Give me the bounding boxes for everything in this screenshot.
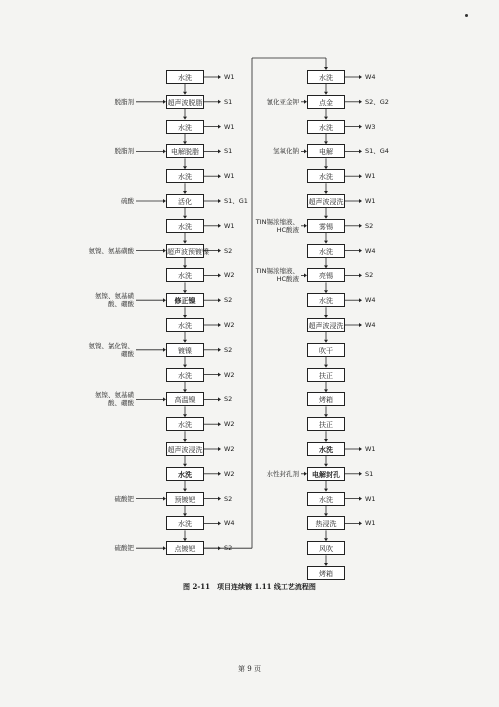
process-step: 修正镍 (166, 293, 204, 307)
process-step: 点镀钯 (166, 541, 204, 555)
reagent-label: 氰化亚金钾 (266, 97, 299, 106)
process-step: 超声波浸洗 (166, 442, 204, 456)
output-arrow (218, 497, 221, 501)
output-label: S2 (224, 544, 233, 553)
scan-speck (465, 14, 468, 17)
output-arrow (359, 497, 362, 501)
output-label: W2 (224, 370, 235, 379)
process-step: 水洗 (166, 70, 204, 84)
output-arrow (359, 75, 362, 79)
process-step: 水洗 (166, 268, 204, 282)
reagent-label: 氨镍、氯化镍、硼酸 (88, 341, 134, 358)
output-arrow (359, 125, 362, 129)
process-step: 点金 (307, 95, 345, 109)
process-step: 热浸洗 (307, 516, 345, 530)
output-arrow (218, 249, 221, 253)
figure-caption: 图 2-11 项目连续镀 1.11 线工艺流程图 (183, 582, 316, 591)
process-step: 扶正 (307, 417, 345, 431)
process-step: 水洗 (307, 169, 345, 183)
output-label: W4 (365, 296, 376, 305)
output-label: S2 (365, 221, 374, 230)
process-step: 水洗 (307, 442, 345, 456)
output-arrow (359, 472, 362, 476)
output-label: S2 (365, 271, 374, 280)
output-label: W3 (365, 122, 376, 131)
process-step: 电解脱脂 (166, 144, 204, 158)
process-step: 超声波预镀镍 (166, 244, 204, 258)
output-label: W4 (365, 321, 376, 329)
output-arrow (218, 149, 221, 153)
output-arrow (359, 521, 362, 525)
output-label: S2 (224, 345, 233, 354)
reagent-label: 氨镍、氨基磺酸、硼酸 (95, 391, 134, 408)
process-step: 亮锡 (307, 268, 345, 282)
output-arrow (218, 174, 221, 178)
output-arrow (218, 125, 221, 129)
process-step: 水洗 (307, 244, 345, 258)
reagent-label: 脱脂剂 (114, 97, 134, 106)
process-step: 水洗 (307, 70, 345, 84)
output-label: S1、G1 (224, 197, 248, 205)
output-arrow (218, 472, 221, 476)
reagent-label: TIN锡浓缩液、HC酸液 (255, 267, 299, 284)
reagent-label: 硫酸 (121, 197, 134, 205)
process-step: 雾锡 (307, 219, 345, 233)
output-arrow (218, 298, 221, 302)
output-label: W1 (365, 494, 376, 503)
output-label: W2 (224, 445, 235, 453)
output-label: S1、G4 (365, 147, 389, 156)
output-label: W2 (224, 420, 235, 429)
process-step: 水洗 (166, 318, 204, 332)
reagent-label: 硫酸钯 (114, 544, 134, 553)
process-step: 水洗 (166, 368, 204, 382)
reagent-label: 脱脂剂 (114, 147, 134, 156)
output-arrow (359, 224, 362, 228)
output-label: S2 (224, 296, 233, 305)
process-step: 高温镍 (166, 392, 204, 406)
output-label: W1 (224, 172, 235, 181)
output-arrow (359, 199, 362, 203)
reagent-label: TIN锡浓缩液、HC酸液 (255, 217, 299, 234)
process-step: 超声波脱脂 (166, 95, 204, 109)
process-step: 水洗 (166, 169, 204, 183)
output-arrow (359, 174, 362, 178)
output-label: S1 (224, 97, 233, 106)
process-step: 水洗 (166, 219, 204, 233)
reagent-label: 氢氧化钠 (273, 147, 299, 156)
process-step: 水洗 (307, 293, 345, 307)
output-arrow (359, 249, 362, 253)
output-label: S2 (224, 246, 233, 255)
output-arrow (218, 273, 221, 277)
output-label: W1 (365, 172, 376, 181)
output-label: S1 (365, 469, 374, 478)
process-step: 超声波浸洗 (307, 318, 345, 332)
process-step: 活化 (166, 194, 204, 208)
process-step: 预镀钯 (166, 492, 204, 506)
output-arrow (218, 199, 221, 203)
output-label: W4 (224, 519, 235, 528)
output-label: S2 (224, 395, 233, 404)
process-step: 水洗 (307, 120, 345, 134)
page-number: 第 9 页 (238, 665, 261, 673)
output-label: S2 (224, 494, 233, 503)
output-label: W1 (224, 122, 235, 131)
process-step: 电解封孔 (307, 467, 345, 481)
output-arrow (218, 323, 221, 327)
output-arrow (218, 422, 221, 426)
output-arrow (359, 298, 362, 302)
output-label: W1 (365, 519, 376, 528)
process-step: 水洗 (166, 120, 204, 134)
output-arrow (359, 149, 362, 153)
process-step: 水洗 (166, 417, 204, 431)
output-label: W2 (224, 469, 235, 478)
process-step: 烤箱 (307, 566, 345, 580)
process-step: 镀镍 (166, 343, 204, 357)
output-arrow (218, 348, 221, 352)
output-label: W1 (224, 73, 235, 81)
process-step: 电解 (307, 144, 345, 158)
process-step: 烤箱 (307, 392, 345, 406)
output-label: W2 (224, 321, 235, 329)
process-step: 水洗 (166, 516, 204, 530)
output-arrow (218, 75, 221, 79)
output-label: S2、G2 (365, 97, 389, 106)
process-step: 风吹 (307, 541, 345, 555)
reagent-label: 硫酸钯 (114, 494, 134, 503)
output-label: S1 (224, 147, 233, 156)
output-label: W1 (224, 221, 235, 230)
output-label: W1 (365, 197, 376, 205)
output-arrow (359, 447, 362, 451)
output-label: W4 (365, 246, 376, 255)
reagent-label: 水性封孔剂 (266, 469, 299, 478)
reagent-label: 氨镍、氨基磺酸、硼酸 (95, 292, 134, 309)
reagent-label: 氨镍、氨基磺酸 (88, 246, 134, 255)
process-step: 吹干 (307, 343, 345, 357)
process-step: 水洗 (166, 467, 204, 481)
process-step: 水洗 (307, 492, 345, 506)
output-label: W2 (224, 271, 235, 280)
output-label: W4 (365, 73, 376, 81)
output-arrow (359, 273, 362, 277)
output-arrow (218, 100, 221, 104)
output-arrow (218, 521, 221, 525)
process-step: 超声波浸洗 (307, 194, 345, 208)
output-arrow (359, 323, 362, 327)
process-step: 扶正 (307, 368, 345, 382)
output-label: W1 (365, 445, 376, 453)
output-arrow (218, 447, 221, 451)
output-arrow (218, 224, 221, 228)
output-arrow (359, 100, 362, 104)
output-arrow (218, 397, 221, 401)
output-arrow (218, 373, 221, 377)
